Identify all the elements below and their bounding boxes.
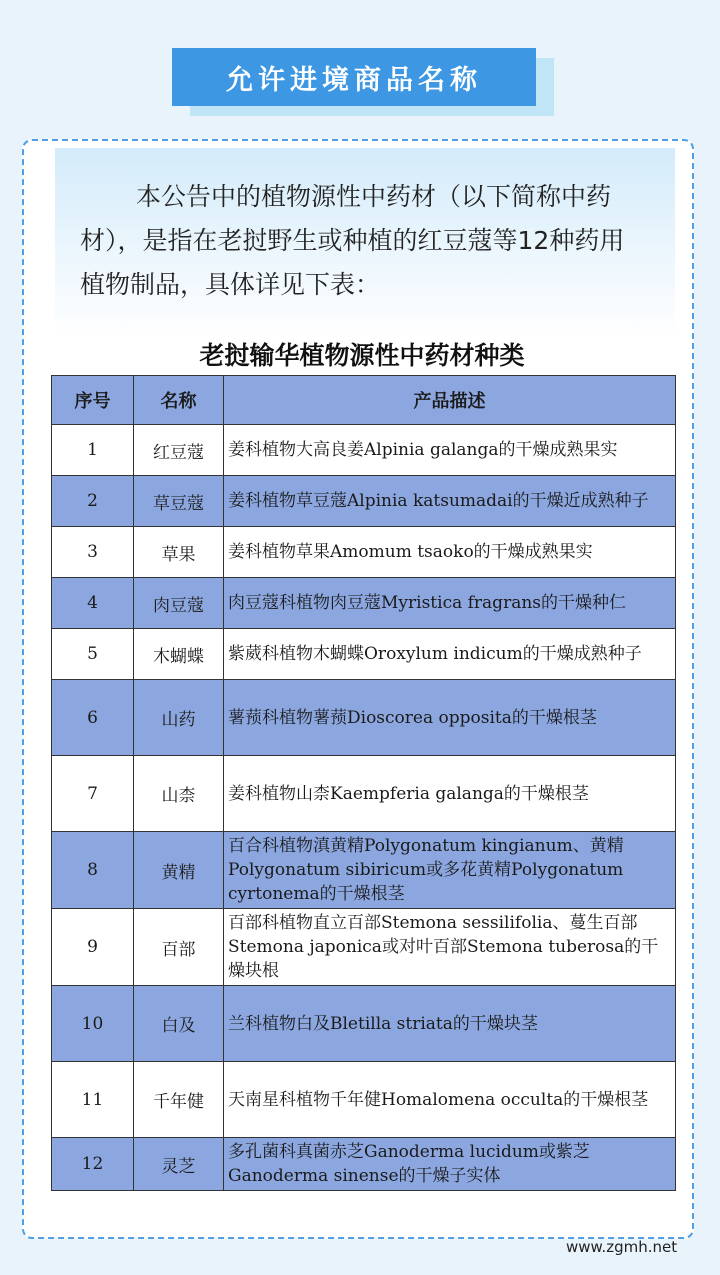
herb-name: 草果 bbox=[134, 527, 224, 578]
herb-name: 红豆蔻 bbox=[134, 425, 224, 476]
herb-description: 姜科植物山柰Kaempferia galanga的干燥根茎 bbox=[224, 756, 676, 832]
table-row bbox=[52, 1062, 676, 1138]
herb-name: 山药 bbox=[134, 680, 224, 756]
row-number: 11 bbox=[52, 1062, 134, 1138]
table-row bbox=[52, 909, 676, 986]
herb-description: 兰科植物白及Bletilla striata的干燥块茎 bbox=[224, 986, 676, 1062]
table-row bbox=[52, 476, 676, 527]
row-number: 3 bbox=[52, 527, 134, 578]
table-row bbox=[52, 756, 676, 832]
table-row bbox=[52, 832, 676, 909]
herb-description: 百合科植物滇黄精Polygonatum kingianum、黄精Polygonatum sibiricum或多花黄精Polygonatum cyrtonema的干燥根茎 bbox=[224, 832, 676, 909]
row-number: 1 bbox=[52, 425, 134, 476]
herb-name: 肉豆蔻 bbox=[134, 578, 224, 629]
herb-table bbox=[51, 375, 676, 1191]
herb-name: 千年健 bbox=[134, 1062, 224, 1138]
watermark: www.zgmh.net bbox=[566, 1238, 678, 1256]
herb-description: 肉豆蔻科植物肉豆蔻Myristica fragrans的干燥种仁 bbox=[224, 578, 676, 629]
herb-name: 草豆蔻 bbox=[134, 476, 224, 527]
table-row bbox=[52, 527, 676, 578]
herb-description: 紫葳科植物木蝴蝶Oroxylum indicum的干燥成熟种子 bbox=[224, 629, 676, 680]
table-title: 老挝输华植物源性中药材种类 bbox=[199, 341, 525, 370]
header-number: 序号 bbox=[52, 376, 134, 425]
table-row bbox=[52, 629, 676, 680]
herb-description: 姜科植物草豆蔻Alpinia katsumadai的干燥近成熟种子 bbox=[224, 476, 676, 527]
header-name: 名称 bbox=[134, 376, 224, 425]
herb-name: 白及 bbox=[134, 986, 224, 1062]
herb-name: 百部 bbox=[134, 909, 224, 986]
herb-description: 多孔菌科真菌赤芝Ganoderma lucidum或紫芝Ganoderma sinense的干燥子实体 bbox=[224, 1138, 676, 1191]
intro-paragraph: 本公告中的植物源性中药材（以下简称中药材），是指在老挝野生或种植的红豆蔻等12种药用植物制品，具体详见下表： bbox=[80, 182, 625, 299]
table-row bbox=[52, 425, 676, 476]
table-row bbox=[52, 680, 676, 756]
row-number: 6 bbox=[52, 680, 134, 756]
herb-description: 天南星科植物千年健Homalomena occulta的干燥根茎 bbox=[224, 1062, 676, 1138]
herb-name: 黄精 bbox=[134, 832, 224, 909]
row-number: 12 bbox=[52, 1138, 134, 1191]
row-number: 9 bbox=[52, 909, 134, 986]
herb-name: 木蝴蝶 bbox=[134, 629, 224, 680]
table-row bbox=[52, 986, 676, 1062]
row-number: 7 bbox=[52, 756, 134, 832]
header-description: 产品描述 bbox=[224, 376, 676, 425]
herb-name: 山柰 bbox=[134, 756, 224, 832]
banner-title: 允许进境商品名称 bbox=[172, 48, 536, 106]
herb-description: 姜科植物大高良姜Alpinia galanga的干燥成熟果实 bbox=[224, 425, 676, 476]
herb-description: 姜科植物草果Amomum tsaoko的干燥成熟果实 bbox=[224, 527, 676, 578]
herb-description: 薯蓣科植物薯蓣Dioscorea opposita的干燥根茎 bbox=[224, 680, 676, 756]
table-row bbox=[52, 1138, 676, 1191]
row-number: 8 bbox=[52, 832, 134, 909]
row-number: 5 bbox=[52, 629, 134, 680]
row-number: 10 bbox=[52, 986, 134, 1062]
table-row bbox=[52, 578, 676, 629]
row-number: 2 bbox=[52, 476, 134, 527]
herb-description: 百部科植物直立百部Stemona sessilifolia、蔓生百部Stemona japonica或对叶百部Stemona tuberosa的干燥块根 bbox=[224, 909, 676, 986]
row-number: 4 bbox=[52, 578, 134, 629]
herb-name: 灵芝 bbox=[134, 1138, 224, 1191]
